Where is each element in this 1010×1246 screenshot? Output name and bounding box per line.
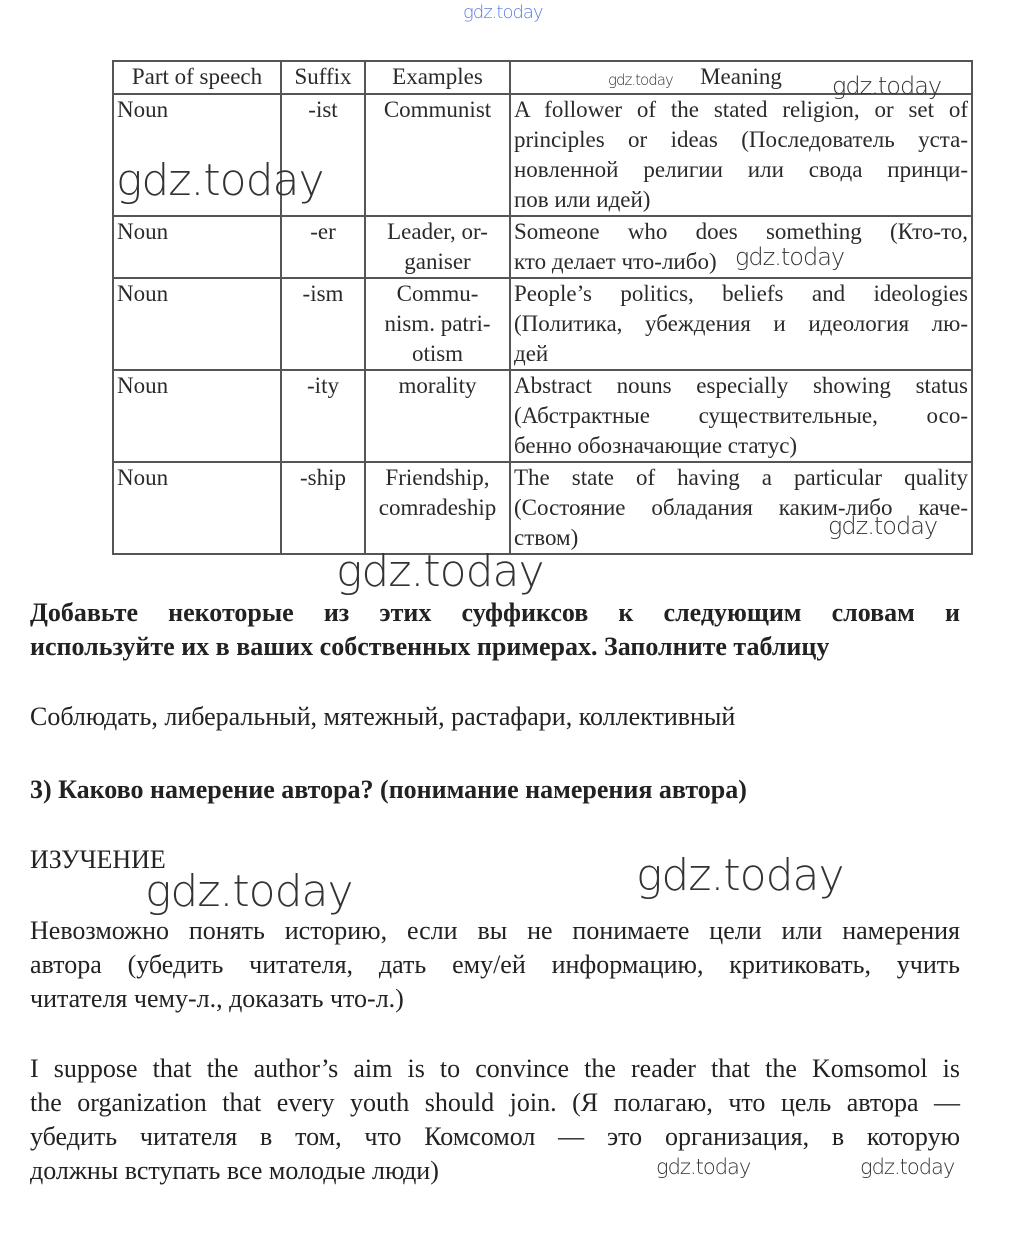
cell-pos: Noun [113, 278, 281, 370]
paragraph-line: должны вступать все молодые люди) [30, 1156, 439, 1185]
cell-suffix: -ity [281, 370, 365, 462]
cell-suffix: -ship [281, 462, 365, 554]
question-heading: 3) Каково намерение автора? (понимание намерения автора) [30, 775, 747, 804]
meaning-line: дей [514, 341, 549, 366]
cell-examples [365, 216, 510, 278]
meaning-line: The state of having a particular quality [514, 465, 968, 490]
meaning-line: кто делает что-либо) [514, 249, 717, 274]
cell-pos: Noun [113, 370, 281, 462]
header-meaning: Meaning [510, 61, 972, 94]
header-examples: Examples [365, 61, 510, 94]
meaning-line: principles or ideas (Последователь уста- [514, 127, 968, 152]
paragraph-line: the organization that every youth should join. (Я полагаю, что цель автора — [30, 1088, 960, 1117]
paragraph-line: I suppose that the author’s aim is to convince the reader that the Komsomol is [30, 1054, 960, 1083]
meaning-line: Abstract nouns especially showing status [514, 373, 968, 398]
meaning-line: ством) [514, 525, 579, 550]
cell-pos: Noun [113, 462, 281, 554]
meaning-line: новленной религии или свода принци- [514, 157, 968, 182]
answer-paragraph [30, 1052, 960, 1188]
watermark: gdz.today [116, 155, 324, 206]
watermark: gdz.today [735, 243, 845, 271]
watermark: gdz.today [828, 512, 938, 540]
cell-examples [365, 370, 510, 462]
task-instruction [30, 596, 960, 664]
table-row [113, 462, 972, 554]
meaning-line: пов или идей) [514, 187, 651, 212]
meaning-line: People’s politics, beliefs and ideologies [514, 281, 968, 306]
cell-examples [365, 278, 510, 370]
meaning-line: (Политика, убеждения и идеология лю- [514, 311, 968, 336]
example-line: morality [398, 373, 477, 398]
watermark: gdz.today [145, 866, 353, 917]
explanation-paragraph [30, 914, 960, 1016]
cell-suffix: -ism [281, 278, 365, 370]
meaning-line: (Абстрактные существительные, осо- [514, 403, 968, 428]
paragraph-line: автора (убедить читателя, дать ему/ей информацию, критиковать, учить [30, 950, 960, 979]
watermark: gdz.today [336, 546, 544, 597]
example-line: Friendship, [385, 465, 490, 490]
paragraph-line: Невозможно понять историю, если вы не понимаете цели или намерения [30, 916, 960, 945]
example-line: Communist [383, 97, 492, 122]
meaning-line: Someone who does something (Кто-то, [514, 219, 968, 244]
cell-examples [365, 462, 510, 554]
meaning-line: бенно обозначающие статус) [514, 433, 798, 458]
watermark: gdz.today [636, 850, 844, 901]
task-line: Добавьте некоторые из этих суффиксов к следующим словам и [30, 598, 960, 627]
example-line: nism. patri- [384, 311, 491, 336]
table-row [113, 370, 972, 462]
word-list: Соблюдать, либеральный, мятежный, растафари, коллективный [30, 702, 736, 731]
meaning-line: (Состояние обладания каким-либо каче- [514, 495, 968, 520]
task-line: используйте их в ваших собственных примерах. Заполните таблицу [30, 632, 830, 661]
cell-pos: Noun [113, 94, 281, 216]
table-row [113, 278, 972, 370]
watermark: gdz.today [832, 72, 942, 100]
paragraph-line: убедить читателя в том, что Комсомол — это организация, в которую [30, 1122, 960, 1151]
example-line: ganiser [404, 249, 471, 274]
cell-meaning [510, 278, 972, 370]
cell-examples [365, 94, 510, 216]
watermark: gdz.today [656, 1155, 751, 1179]
paragraph-line: читателя чему-л., доказать что-л.) [30, 984, 404, 1013]
watermark: gdz.today [860, 1155, 955, 1179]
cell-meaning [510, 462, 972, 554]
cell-pos: Noun [113, 216, 281, 278]
header-part-of-speech: Part of speech [113, 61, 281, 94]
example-line: Commu- [396, 281, 479, 306]
suffix-table [112, 60, 973, 555]
watermark: gdz.today [463, 2, 543, 23]
watermark: gdz.today [608, 71, 673, 89]
example-line: otism [411, 341, 464, 366]
section-heading: ИЗУЧЕНИЕ [30, 845, 166, 874]
example-line: Leader, or- [387, 219, 488, 244]
header-suffix: Suffix [281, 61, 365, 94]
example-line: comradeship [378, 495, 497, 520]
cell-suffix: -er [281, 216, 365, 278]
meaning-line: A follower of the stated religion, or set of [514, 97, 968, 122]
cell-meaning [510, 94, 972, 216]
cell-meaning [510, 370, 972, 462]
cell-suffix: -ist [281, 94, 365, 216]
